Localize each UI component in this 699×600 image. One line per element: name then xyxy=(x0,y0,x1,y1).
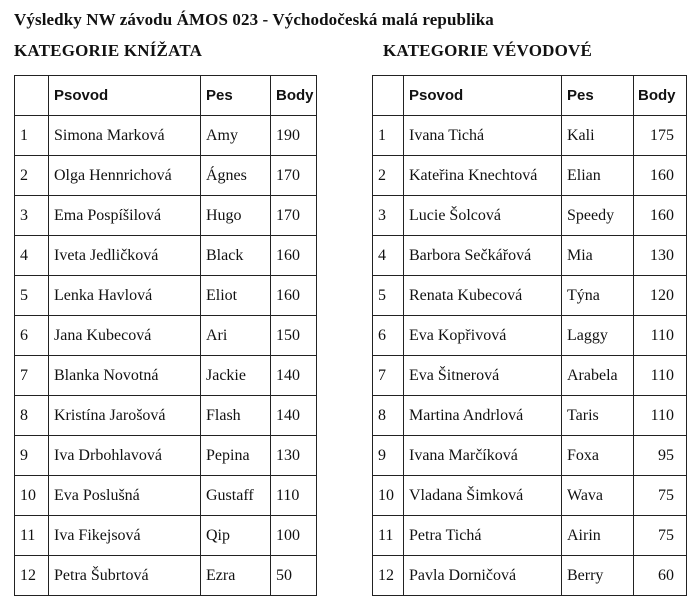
handler-cell: Kateřina Knechtová xyxy=(404,156,562,196)
points-cell: 170 xyxy=(271,156,317,196)
points-cell: 190 xyxy=(271,116,317,156)
points-cell: 140 xyxy=(271,356,317,396)
rank-cell: 1 xyxy=(15,116,49,156)
rank-cell: 6 xyxy=(373,316,404,356)
handler-cell: Ivana Marčíková xyxy=(404,436,562,476)
rank-cell: 3 xyxy=(15,196,49,236)
rank-cell: 2 xyxy=(373,156,404,196)
table-row xyxy=(373,436,687,476)
dog-cell: Jackie xyxy=(201,356,271,396)
rank-cell: 12 xyxy=(373,556,404,596)
dog-cell: Ari xyxy=(201,316,271,356)
table-row xyxy=(15,196,317,236)
table-row xyxy=(373,156,687,196)
rank-column-header xyxy=(15,76,49,116)
table-row xyxy=(15,116,317,156)
points-column-header: Body xyxy=(634,76,687,116)
handler-cell: Eva Šitnerová xyxy=(404,356,562,396)
dog-cell: Laggy xyxy=(562,316,634,356)
handler-cell: Iveta Jedličková xyxy=(49,236,201,276)
table-row xyxy=(15,236,317,276)
points-cell: 100 xyxy=(271,516,317,556)
rank-cell: 5 xyxy=(373,276,404,316)
dog-cell: Hugo xyxy=(201,196,271,236)
handler-column-header: Psovod xyxy=(49,76,201,116)
handler-cell: Iva Drbohlavová xyxy=(49,436,201,476)
table-row xyxy=(373,196,687,236)
points-cell: 120 xyxy=(634,276,687,316)
points-cell: 50 xyxy=(271,556,317,596)
page-title: Výsledky NW závodu ÁMOS 023 - Východočeská malá republika xyxy=(14,10,494,29)
rank-cell: 9 xyxy=(15,436,49,476)
table-row xyxy=(373,316,687,356)
points-cell: 75 xyxy=(634,516,687,556)
table-row xyxy=(373,236,687,276)
table-row xyxy=(15,396,317,436)
table-row xyxy=(15,316,317,356)
points-cell: 130 xyxy=(634,236,687,276)
results-body-knizata xyxy=(15,116,317,596)
handler-cell: Pavla Dorničová xyxy=(404,556,562,596)
dog-cell: Gustaff xyxy=(201,476,271,516)
handler-column-header: Psovod xyxy=(404,76,562,116)
points-cell: 75 xyxy=(634,476,687,516)
points-cell: 140 xyxy=(271,396,317,436)
handler-cell: Olga Hennrichová xyxy=(49,156,201,196)
table-row xyxy=(373,356,687,396)
category-title-knizata: KATEGORIE KNÍŽATA xyxy=(14,41,203,60)
table-row xyxy=(15,436,317,476)
table-row xyxy=(373,516,687,556)
handler-cell: Kristína Jarošová xyxy=(49,396,201,436)
results-table-vevodove xyxy=(372,75,687,596)
handler-cell: Lenka Havlová xyxy=(49,276,201,316)
points-cell: 95 xyxy=(634,436,687,476)
points-cell: 160 xyxy=(634,156,687,196)
dog-cell: Black xyxy=(201,236,271,276)
handler-cell: Ema Pospíšilová xyxy=(49,196,201,236)
handler-cell: Eva Kopřivová xyxy=(404,316,562,356)
points-cell: 160 xyxy=(271,236,317,276)
handler-cell: Lucie Šolcová xyxy=(404,196,562,236)
table-row xyxy=(373,396,687,436)
dog-cell: Qip xyxy=(201,516,271,556)
handler-cell: Eva Poslušná xyxy=(49,476,201,516)
points-cell: 110 xyxy=(271,476,317,516)
points-cell: 150 xyxy=(271,316,317,356)
dog-cell: Speedy xyxy=(562,196,634,236)
handler-cell: Petra Šubrtová xyxy=(49,556,201,596)
results-table-knizata xyxy=(14,75,317,596)
dog-cell: Eliot xyxy=(201,276,271,316)
handler-cell: Renata Kubecová xyxy=(404,276,562,316)
dog-cell: Arabela xyxy=(562,356,634,396)
points-cell: 60 xyxy=(634,556,687,596)
points-cell: 110 xyxy=(634,316,687,356)
rank-cell: 5 xyxy=(15,276,49,316)
handler-cell: Barbora Sečkářová xyxy=(404,236,562,276)
rank-cell: 4 xyxy=(373,236,404,276)
handler-cell: Jana Kubecová xyxy=(49,316,201,356)
rank-cell: 12 xyxy=(15,556,49,596)
dog-cell: Kali xyxy=(562,116,634,156)
table-row xyxy=(15,276,317,316)
points-cell: 130 xyxy=(271,436,317,476)
table-header-row xyxy=(15,76,317,116)
handler-cell: Vladana Šimková xyxy=(404,476,562,516)
points-cell: 170 xyxy=(271,196,317,236)
points-cell: 160 xyxy=(271,276,317,316)
table-row xyxy=(373,116,687,156)
dog-cell: Flash xyxy=(201,396,271,436)
handler-cell: Martina Andrlová xyxy=(404,396,562,436)
table-row xyxy=(15,476,317,516)
rank-cell: 8 xyxy=(15,396,49,436)
rank-cell: 3 xyxy=(373,196,404,236)
dog-cell: Týna xyxy=(562,276,634,316)
rank-cell: 7 xyxy=(373,356,404,396)
rank-cell: 6 xyxy=(15,316,49,356)
rank-cell: 1 xyxy=(373,116,404,156)
handler-cell: Ivana Tichá xyxy=(404,116,562,156)
table-header-row xyxy=(373,76,687,116)
table-row xyxy=(15,556,317,596)
table-row xyxy=(373,556,687,596)
rank-cell: 8 xyxy=(373,396,404,436)
points-cell: 110 xyxy=(634,396,687,436)
dog-cell: Ezra xyxy=(201,556,271,596)
rank-cell: 4 xyxy=(15,236,49,276)
rank-cell: 10 xyxy=(373,476,404,516)
dog-cell: Pepina xyxy=(201,436,271,476)
points-cell: 160 xyxy=(634,196,687,236)
rank-cell: 10 xyxy=(15,476,49,516)
table-row xyxy=(15,356,317,396)
rank-cell: 11 xyxy=(373,516,404,556)
points-cell: 175 xyxy=(634,116,687,156)
dog-column-header: Pes xyxy=(562,76,634,116)
points-cell: 110 xyxy=(634,356,687,396)
dog-cell: Airin xyxy=(562,516,634,556)
rank-cell: 2 xyxy=(15,156,49,196)
dog-cell: Wava xyxy=(562,476,634,516)
dog-cell: Taris xyxy=(562,396,634,436)
rank-cell: 7 xyxy=(15,356,49,396)
dog-cell: Elian xyxy=(562,156,634,196)
category-title-vevodove: KATEGORIE VÉVODOVÉ xyxy=(383,41,593,60)
dog-cell: Foxa xyxy=(562,436,634,476)
dog-cell: Berry xyxy=(562,556,634,596)
dog-cell: Mia xyxy=(562,236,634,276)
rank-column-header xyxy=(373,76,404,116)
rank-cell: 9 xyxy=(373,436,404,476)
table-row xyxy=(373,476,687,516)
handler-cell: Petra Tichá xyxy=(404,516,562,556)
rank-cell: 11 xyxy=(15,516,49,556)
handler-cell: Blanka Novotná xyxy=(49,356,201,396)
dog-cell: Ágnes xyxy=(201,156,271,196)
table-row xyxy=(373,276,687,316)
table-row xyxy=(15,516,317,556)
points-column-header: Body xyxy=(271,76,317,116)
dog-cell: Amy xyxy=(201,116,271,156)
table-row xyxy=(15,156,317,196)
handler-cell: Iva Fikejsová xyxy=(49,516,201,556)
handler-cell: Simona Marková xyxy=(49,116,201,156)
results-body-vevodove xyxy=(373,116,687,596)
dog-column-header: Pes xyxy=(201,76,271,116)
